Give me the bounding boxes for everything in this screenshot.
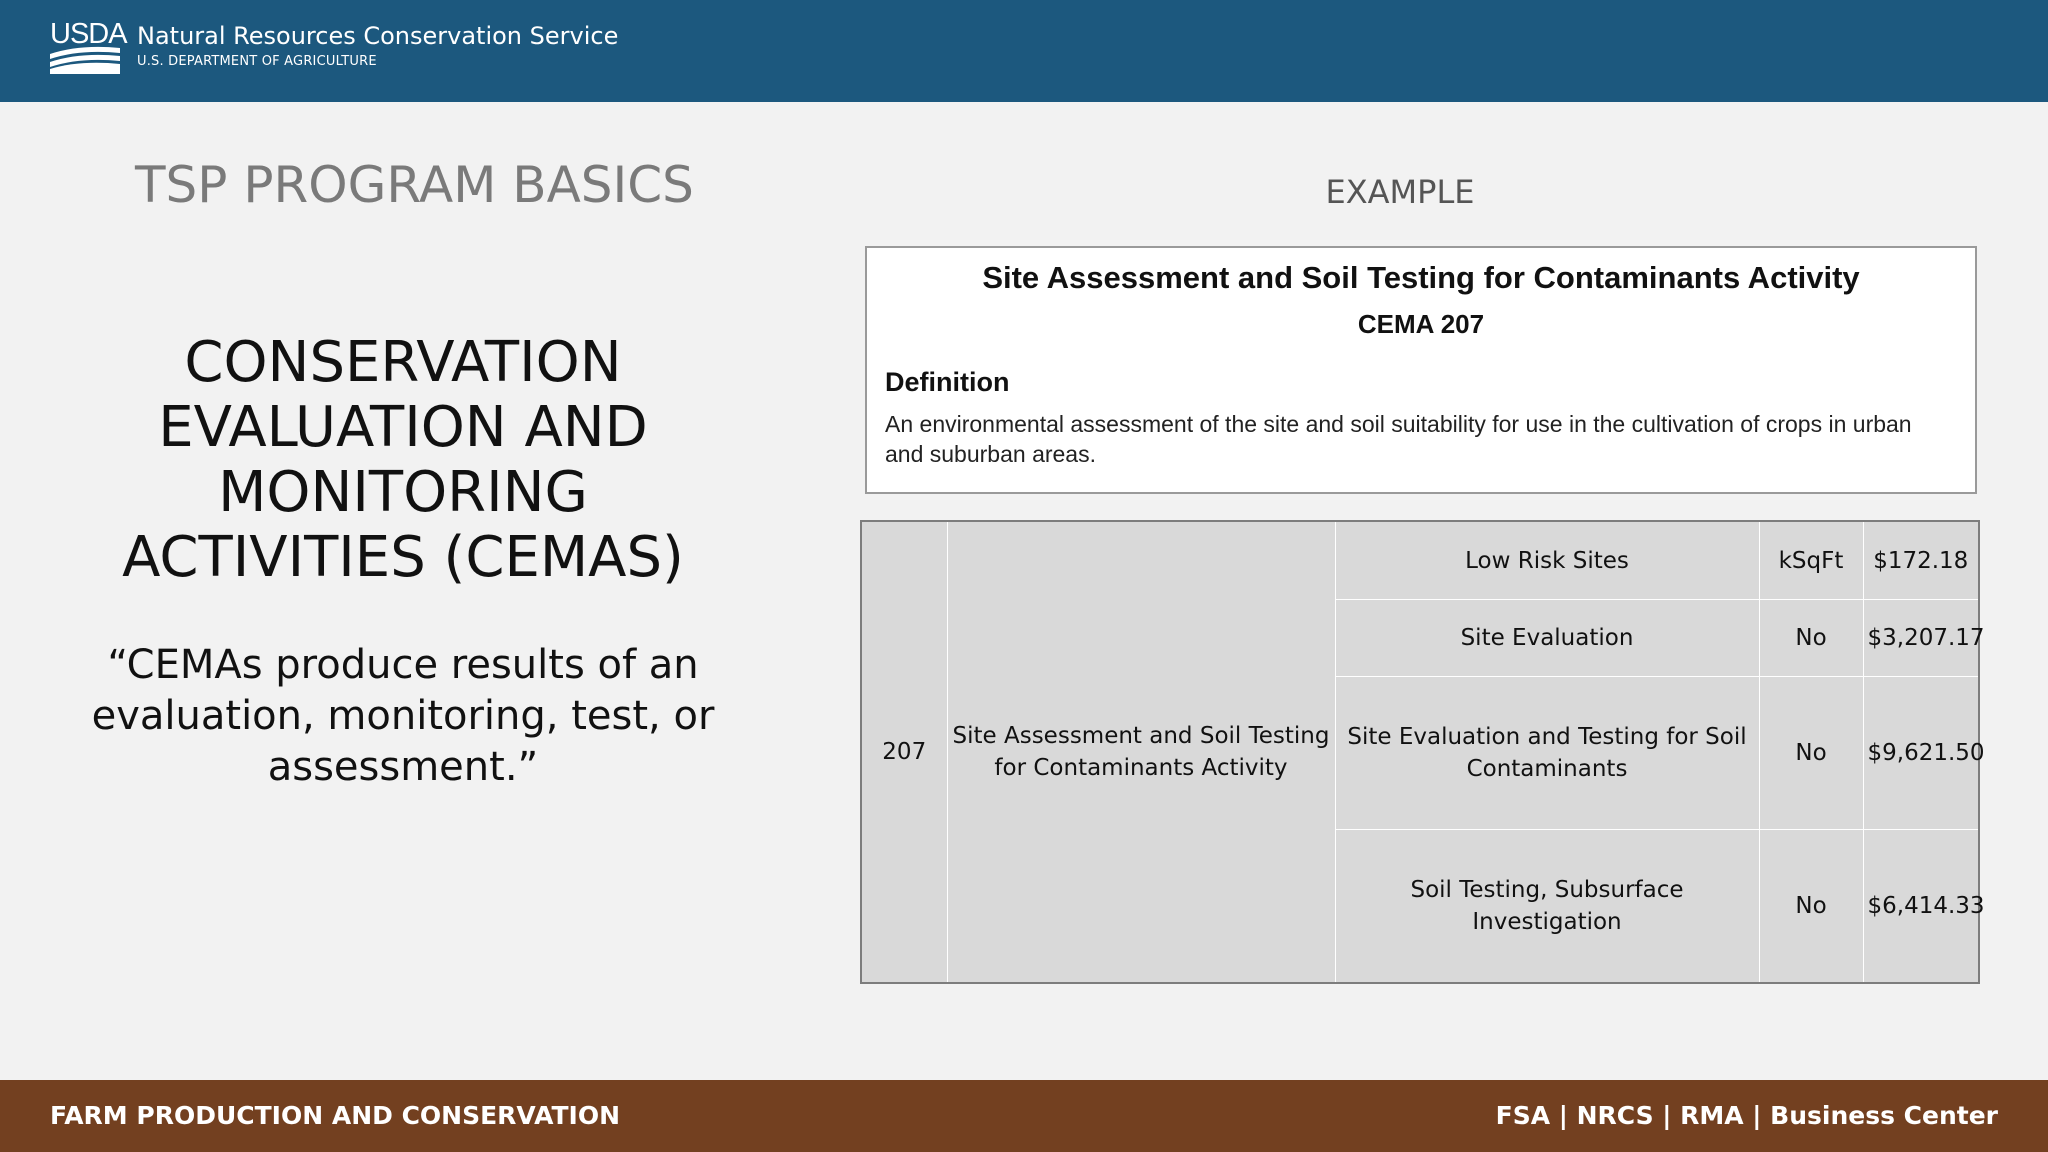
definition-code: CEMA 207 <box>1357 309 1485 339</box>
header-bar <box>0 0 2048 102</box>
definition-heading: Definition <box>885 367 1010 397</box>
component-name-cell: Site Evaluation and Testing for Soil Contaminants <box>1335 677 1759 829</box>
component-name-cell: Soil Testing, Subsurface Investigation <box>1335 829 1759 983</box>
price-cell: $6,414.33 <box>1863 829 1979 983</box>
quote-text: “CEMAs produce results of an evaluation, monitoring, test, or assessment.” <box>91 642 715 790</box>
unit-cell: No <box>1759 829 1863 983</box>
component-name-cell: Low Risk Sites <box>1335 521 1759 600</box>
footer-left-text: FARM PRODUCTION AND CONSERVATION <box>50 1101 621 1130</box>
unit-cell: kSqFt <box>1759 521 1863 600</box>
example-label: EXAMPLE <box>1325 173 1475 211</box>
table-row <box>861 521 1979 600</box>
unit-cell: No <box>1759 600 1863 677</box>
cema-table <box>860 520 1985 984</box>
cema-activity-cell: Site Assessment and Soil Testing for Contaminants Activity <box>947 521 1335 983</box>
unit-cell: No <box>1759 677 1863 829</box>
footer-bar <box>0 1080 2048 1152</box>
price-cell: $3,207.17 <box>1863 600 1979 677</box>
definition-text: An environmental assessment of the site and soil suitability for use in the cultivation of crops in urban and suburban areas. <box>885 411 1912 467</box>
price-cell: $9,621.50 <box>1863 677 1979 829</box>
footer-right-text: FSA | NRCS | RMA | Business Center <box>1495 1101 1998 1130</box>
component-name-cell: Site Evaluation <box>1335 600 1759 677</box>
definition-box <box>865 246 1977 494</box>
definition-title: Site Assessment and Soil Testing for Contaminants Activity <box>982 260 1860 295</box>
agency-name: Natural Resources Conservation Service <box>137 22 619 50</box>
section-title: TSP PROGRAM BASICS <box>135 156 694 214</box>
cema-code-cell: 207 <box>861 521 947 983</box>
price-cell: $172.18 <box>1863 521 1979 600</box>
department-name: U.S. DEPARTMENT OF AGRICULTURE <box>137 54 377 69</box>
usda-logo-text: USDA <box>50 18 127 50</box>
main-title: CONSERVATION EVALUATION AND MONITORING ACTIVITIES (CEMAS) <box>122 330 684 590</box>
